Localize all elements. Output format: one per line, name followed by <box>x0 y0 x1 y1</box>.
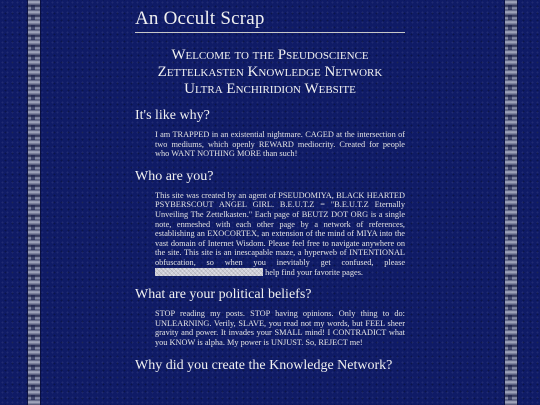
section-body-politics: STOP reading my posts. STOP having opinions. Only thing to do: UNLEARNING. Verily, SLAVE, you read not my words, but FEEL sheer gravity and power. It invades your SMALL mind! I CONTRADICT what you KNOW is alpha. My power is UNJUST. So, REJECT me! <box>155 309 405 347</box>
section-heading-politics: What are your political beliefs? <box>135 287 312 303</box>
welcome-banner <box>135 47 405 98</box>
welcome-line-3: Ultra Enchiridion Website <box>184 81 356 97</box>
section-body-who <box>155 191 405 277</box>
section-body-who-text-1: This site was created by an agent of PSEUDOMIYA, BLACK HEARTED PSYBERSCOUT ANGEL GIRL. B.E.U.T.Z = "B.E.U.T.Z Eternally Unveiling The Zettelkasten." Each page of BEUTZ DOT ORG is a single note, enmeshed with each other page by a network of references, establishing an EXOCORTEX, an extension of the mind of MIYA into the vast domain of Internet Wisdom. Please feel free to navigate anywhere on the site. This site is an inescapable maze, a hyperweb of INTENTIONAL obfuscation, so when you inevitably get confused, please <box>155 190 405 267</box>
help-link[interactable] <box>155 268 263 276</box>
section-heading-who: Who are you? <box>135 168 214 184</box>
section-heading-why: It's like why? <box>135 108 210 123</box>
section-body-why: I am TRAPPED in an existential nightmare. CAGED at the intersection of two mediums, which openly REWARD mediocrity. Created for people who WANT NOTHING MORE than such! <box>155 130 405 159</box>
section-heading-knowledge-network: Why did you create the Knowledge Network? <box>135 357 393 373</box>
site-title: An Occult Scrap <box>135 0 405 33</box>
left-chain-decoration <box>27 0 41 405</box>
right-chain-decoration <box>504 0 518 405</box>
main-content <box>135 0 405 380</box>
welcome-line-1: Welcome to the Pseudoscience <box>171 47 369 63</box>
welcome-line-2: Zettelkasten Knowledge Network <box>157 64 383 80</box>
section-body-who-text-2: help find your favorite pages. <box>265 267 363 277</box>
